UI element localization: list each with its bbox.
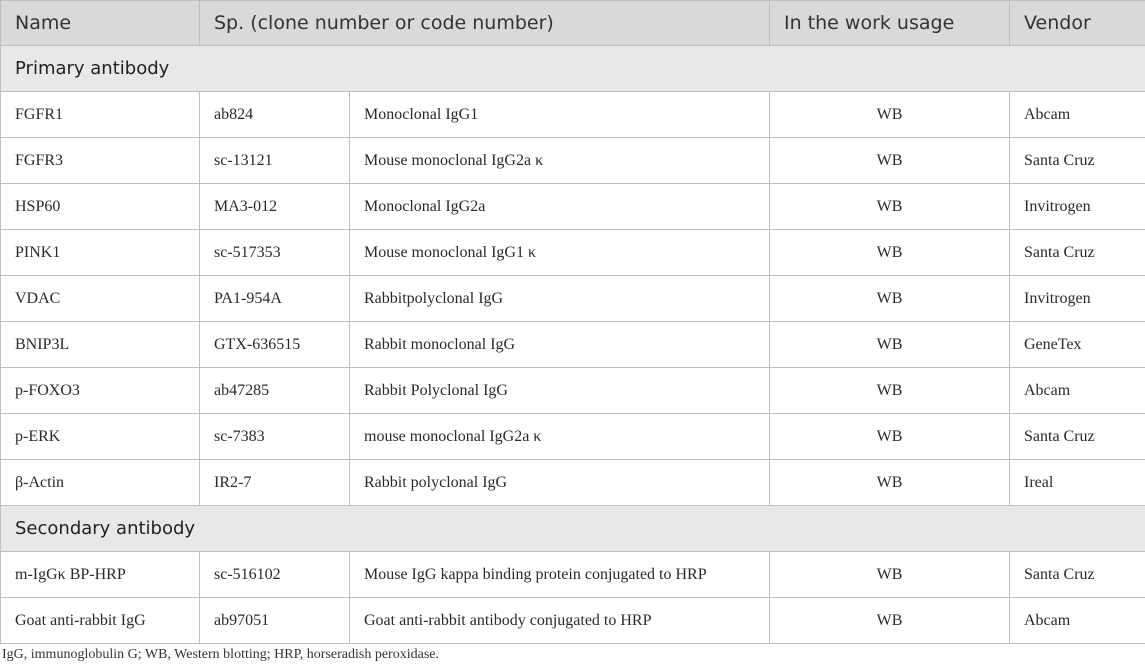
cell-name: p-FOXO3 bbox=[1, 368, 200, 414]
cell-vendor: Abcam bbox=[1010, 598, 1145, 644]
cell-code: sc-517353 bbox=[200, 230, 350, 276]
cell-code: sc-13121 bbox=[200, 138, 350, 184]
table-row bbox=[1, 276, 1145, 322]
cell-usage: WB bbox=[770, 184, 1010, 230]
cell-vendor: Ireal bbox=[1010, 460, 1145, 506]
cell-usage: WB bbox=[770, 460, 1010, 506]
cell-usage: WB bbox=[770, 552, 1010, 598]
header-vendor: Vendor bbox=[1010, 1, 1145, 46]
cell-vendor: Santa Cruz bbox=[1010, 414, 1145, 460]
cell-code: sc-516102 bbox=[200, 552, 350, 598]
cell-description: Rabbit monoclonal IgG bbox=[350, 322, 770, 368]
cell-usage: WB bbox=[770, 92, 1010, 138]
cell-description: Mouse monoclonal IgG1 κ bbox=[350, 230, 770, 276]
header-usage: In the work usage bbox=[770, 1, 1010, 46]
cell-name: Goat anti-rabbit IgG bbox=[1, 598, 200, 644]
cell-description: mouse monoclonal IgG2a κ bbox=[350, 414, 770, 460]
cell-name: FGFR3 bbox=[1, 138, 200, 184]
section-row bbox=[1, 506, 1145, 552]
cell-name: m-IgGκ BP-HRP bbox=[1, 552, 200, 598]
cell-description: Monoclonal IgG2a bbox=[350, 184, 770, 230]
cell-vendor: Invitrogen bbox=[1010, 276, 1145, 322]
cell-name: HSP60 bbox=[1, 184, 200, 230]
cell-code: MA3-012 bbox=[200, 184, 350, 230]
cell-code: sc-7383 bbox=[200, 414, 350, 460]
table-row bbox=[1, 184, 1145, 230]
cell-description: Mouse IgG kappa binding protein conjugated to HRP bbox=[350, 552, 770, 598]
cell-description: Rabbitpolyclonal IgG bbox=[350, 276, 770, 322]
cell-usage: WB bbox=[770, 138, 1010, 184]
header-name: Name bbox=[1, 1, 200, 46]
cell-name: PINK1 bbox=[1, 230, 200, 276]
cell-name: FGFR1 bbox=[1, 92, 200, 138]
cell-usage: WB bbox=[770, 230, 1010, 276]
cell-description: Rabbit polyclonal IgG bbox=[350, 460, 770, 506]
section-title: Primary antibody bbox=[1, 46, 1145, 92]
table-row bbox=[1, 322, 1145, 368]
table-row bbox=[1, 368, 1145, 414]
cell-vendor: Invitrogen bbox=[1010, 184, 1145, 230]
table-footnote: IgG, immunoglobulin G; WB, Western blotting; HRP, horseradish peroxidase. bbox=[2, 647, 439, 662]
cell-usage: WB bbox=[770, 414, 1010, 460]
cell-usage: WB bbox=[770, 322, 1010, 368]
table-row bbox=[1, 92, 1145, 138]
table-header bbox=[1, 1, 1145, 46]
cell-name: BNIP3L bbox=[1, 322, 200, 368]
section-title: Secondary antibody bbox=[1, 506, 1145, 552]
table-row bbox=[1, 552, 1145, 598]
table-row bbox=[1, 414, 1145, 460]
table-row bbox=[1, 230, 1145, 276]
section-row bbox=[1, 46, 1145, 92]
cell-description: Mouse monoclonal IgG2a κ bbox=[350, 138, 770, 184]
cell-vendor: Santa Cruz bbox=[1010, 138, 1145, 184]
cell-vendor: GeneTex bbox=[1010, 322, 1145, 368]
cell-vendor: Santa Cruz bbox=[1010, 230, 1145, 276]
cell-vendor: Santa Cruz bbox=[1010, 552, 1145, 598]
cell-code: ab47285 bbox=[200, 368, 350, 414]
table-row bbox=[1, 598, 1145, 644]
cell-vendor: Abcam bbox=[1010, 92, 1145, 138]
cell-name: β-Actin bbox=[1, 460, 200, 506]
cell-usage: WB bbox=[770, 598, 1010, 644]
table-row bbox=[1, 138, 1145, 184]
header-row bbox=[1, 1, 1145, 46]
cell-code: PA1-954A bbox=[200, 276, 350, 322]
table-row bbox=[1, 460, 1145, 506]
cell-description: Rabbit Polyclonal IgG bbox=[350, 368, 770, 414]
cell-code: ab824 bbox=[200, 92, 350, 138]
cell-description: Monoclonal IgG1 bbox=[350, 92, 770, 138]
cell-usage: WB bbox=[770, 368, 1010, 414]
cell-name: VDAC bbox=[1, 276, 200, 322]
cell-description: Goat anti-rabbit antibody conjugated to HRP bbox=[350, 598, 770, 644]
cell-usage: WB bbox=[770, 276, 1010, 322]
cell-vendor: Abcam bbox=[1010, 368, 1145, 414]
cell-code: GTX-636515 bbox=[200, 322, 350, 368]
cell-name: p-ERK bbox=[1, 414, 200, 460]
cell-code: IR2-7 bbox=[200, 460, 350, 506]
cell-code: ab97051 bbox=[200, 598, 350, 644]
table-body bbox=[1, 46, 1145, 644]
header-sp: Sp. (clone number or code number) bbox=[200, 1, 770, 46]
